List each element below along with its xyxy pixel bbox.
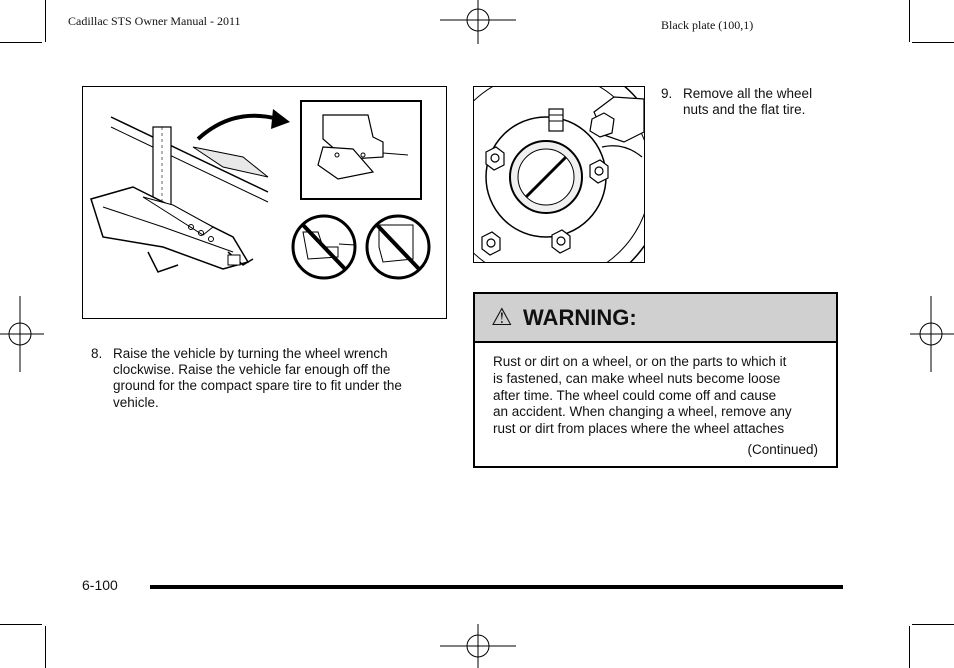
registration-mark-bottom xyxy=(440,624,516,668)
wheel-figure xyxy=(473,86,645,263)
continued-label: (Continued) xyxy=(747,442,818,457)
warning-line: is fastened, can make wheel nuts become loose xyxy=(493,370,781,386)
step-number: 8. xyxy=(91,346,103,361)
manual-title: Cadillac STS Owner Manual - 2011 xyxy=(68,14,241,28)
warning-line: rust or dirt from places where the wheel attaches xyxy=(493,421,785,437)
page-number: 6-100 xyxy=(82,577,118,593)
step-line: vehicle. xyxy=(113,394,159,410)
footer-rule xyxy=(150,585,843,589)
warning-line: Rust or dirt on a wheel, or on the parts to which it xyxy=(493,354,787,369)
jack-figure xyxy=(82,86,447,319)
warning-box xyxy=(473,292,838,468)
registration-mark-right xyxy=(910,296,954,372)
jack-illustration xyxy=(83,87,446,318)
step-line: clockwise. Raise the vehicle far enough off the xyxy=(113,362,391,378)
warning-header xyxy=(475,294,836,343)
warning-icon: ⚠ xyxy=(491,303,513,331)
step-line: ground for the compact spare tire to fit under the xyxy=(113,378,402,394)
step-line: Remove all the wheel xyxy=(683,86,813,101)
step-text xyxy=(683,86,812,118)
lug-nut xyxy=(486,147,504,170)
step-line: Raise the vehicle by turning the wheel wrench xyxy=(113,346,388,361)
step-number: 9. xyxy=(661,86,673,101)
registration-mark-left xyxy=(0,296,44,372)
warning-title: WARNING: xyxy=(523,305,637,330)
step-8 xyxy=(91,346,441,416)
warning-line: an accident. When changing a wheel, remove any xyxy=(493,404,792,420)
step-9 xyxy=(661,86,841,122)
step-text xyxy=(113,346,402,411)
registration-mark-top xyxy=(440,0,516,44)
warning-body xyxy=(493,354,823,438)
wheel-illustration xyxy=(474,87,644,262)
step-line: nuts and the flat tire. xyxy=(683,102,806,118)
warning-line: after time. The wheel could come off and cause xyxy=(493,387,777,403)
plate-label: Black plate (100,1) xyxy=(661,18,754,32)
